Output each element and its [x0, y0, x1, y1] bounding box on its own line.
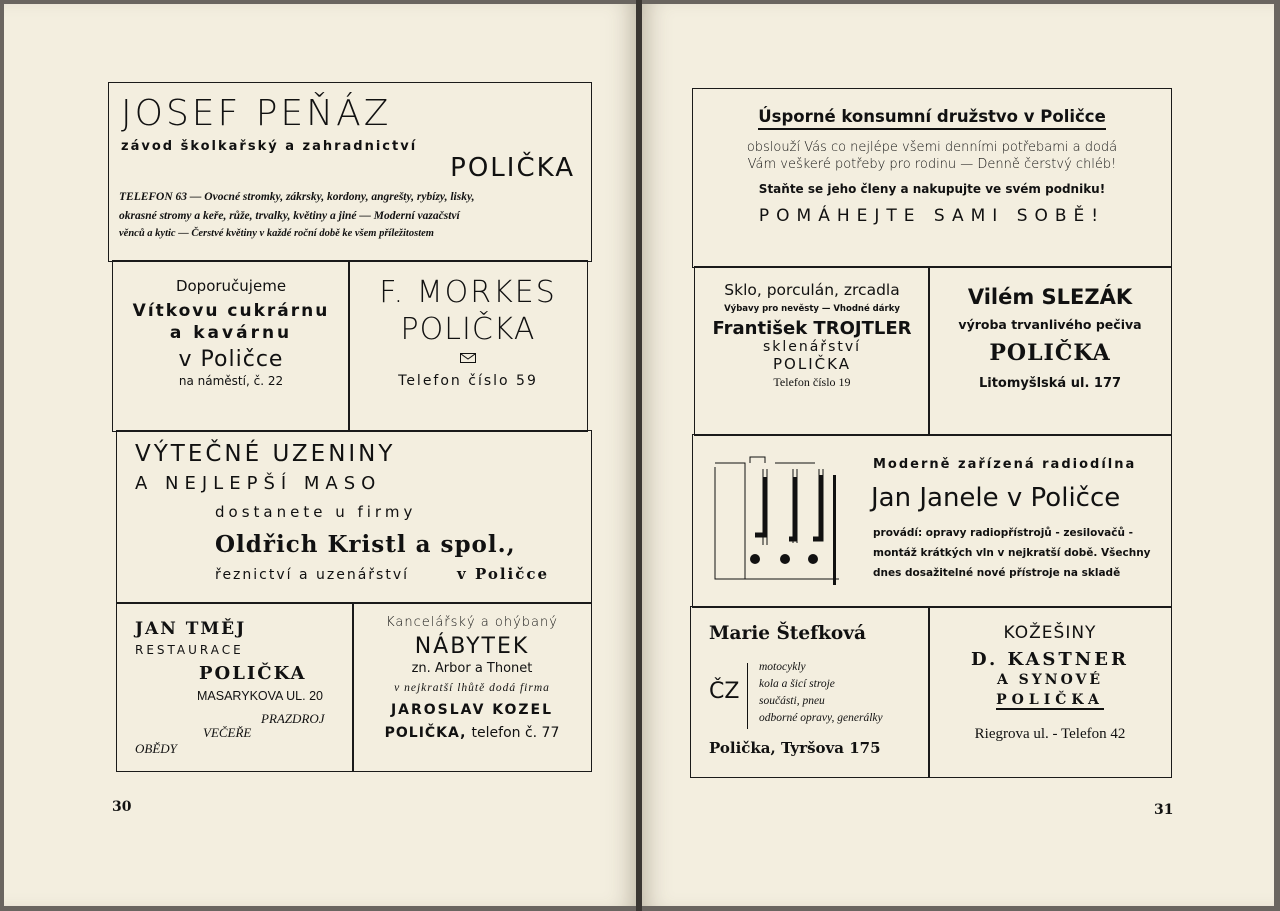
trojtler-line2: Výbavy pro nevěsty — Vhodné dárky [724, 304, 900, 314]
ad-frantisek-trojtler [694, 266, 930, 436]
kozel-brand: zn. Arbor a Thonet [411, 661, 533, 676]
penaz-town: POLIČKA [450, 153, 575, 183]
stefkova-name: Marie Štefková [709, 623, 866, 644]
stefkova-address: Polička, Tyršova 175 [709, 739, 881, 757]
left-page [4, 4, 636, 906]
stefkova-line2: motocykly [759, 661, 806, 673]
kristl-line3: dostanete u firmy [215, 503, 417, 521]
tmej-name: JAN TMĚJ [135, 619, 247, 639]
druzstvo-slogan: POMÁHEJTE SAMI SOBĚ! [758, 206, 1106, 226]
trojtler-phone: Telefon číslo 19 [773, 375, 851, 389]
vitek-line5: na náměstí, č. 22 [178, 374, 284, 388]
kristl-trade: řeznictví a uzenářství [215, 567, 410, 583]
druzstvo-line1: obslouží Vás co nejlépe všemi denními potřebami a dodá [746, 140, 1118, 155]
slezak-name: Vilém SLEZÁK [967, 285, 1133, 309]
slezak-town: POLIČKA [989, 340, 1111, 366]
vitek-line3: a kavárnu [169, 323, 293, 343]
ad-josef-penaz [108, 82, 592, 262]
slezak-address: Litomyšlská ul. 177 [978, 376, 1122, 391]
vitek-line1: Doporučujeme [175, 277, 287, 295]
kozel-town: POLIČKA, [384, 725, 467, 741]
tmej-town: POLIČKA [199, 663, 307, 684]
trojtler-name: František TROJTLER [712, 318, 912, 339]
penaz-subtitle: závod školkařský a zahradnictví [121, 139, 418, 154]
tmej-vecere: VEČEŘE [203, 725, 252, 740]
morkes-name: F. MORKES [379, 275, 557, 310]
kastner-synove: A SYNOVÉ [996, 672, 1104, 688]
ad-oldrich-kristl [116, 430, 592, 604]
ad-vitek-cukrarna [112, 260, 350, 432]
penaz-name: JOSEF PEŇÁZ [121, 93, 392, 134]
ad-marie-stefkova [690, 606, 930, 778]
janele-line1: Moderně zařízená radiodílna [873, 457, 1137, 472]
kozel-phone: telefon č. 77 [471, 725, 560, 741]
cz-logo: ČZ [709, 679, 740, 704]
envelope-icon [460, 353, 476, 363]
ad-f-morkes [348, 260, 588, 432]
druzstvo-line2: Vám veškeré potřeby pro rodinu — Denně čerstvý chléb! [747, 157, 1117, 172]
stefkova-line3: kola a šicí stroje [759, 678, 835, 690]
kozel-name: JAROSLAV KOZEL [390, 702, 554, 718]
right-page [642, 4, 1274, 906]
kristl-town: v Poličce [457, 565, 550, 583]
kastner-name: D. KASTNER [971, 649, 1129, 670]
janele-line5: dnes dosažitelné nové přístroje na skladě [873, 567, 1121, 579]
penaz-text-line2: okrasné stromy a keře, růže, trvalky, květiny a jiné — Moderní vazačství [119, 210, 460, 222]
penaz-text-line3: věnců a kytic — Čerstvé květiny v každé roční době ke všem příležitostem [119, 228, 434, 239]
kristl-line2: A NEJLEPŠÍ MASO [135, 473, 382, 494]
ad-jaroslav-kozel [352, 602, 592, 772]
ad-d-kastner [928, 606, 1172, 778]
trojtler-line1: Sklo, porculán, zrcadla [724, 281, 900, 299]
radio-illustration-icon [705, 455, 845, 585]
janele-line3: provádí: opravy radiopřístrojů - zesilovačů - [873, 527, 1133, 539]
morkes-town: POLIČKA [400, 312, 536, 347]
penaz-text-line1: TELEFON 63 — Ovocné stromky, zákrsky, kordony, angrešty, rybízy, lisky, [119, 191, 475, 203]
stefkova-line4: součásti, pneu [759, 695, 825, 707]
janele-line4: montáž krátkých vln v nejkratší době. Všechny [873, 547, 1151, 559]
kristl-firm-name: Oldřich Kristl a spol., [215, 531, 516, 558]
page-number-right: 31 [1154, 802, 1174, 818]
kozel-line1: Kancelářský a ohýbaný [386, 615, 558, 630]
trojtler-trade: sklenářství [762, 339, 862, 355]
tmej-obedy: OBĚDY [135, 741, 177, 756]
page-number-left: 30 [112, 799, 132, 815]
morkes-phone: Telefon číslo 59 [398, 373, 538, 389]
kastner-line1: KOŽEŠINY [1003, 623, 1097, 643]
tmej-prazdroj: PRAZDROJ [261, 711, 325, 726]
kozel-nabytek: NÁBYTEK [414, 634, 530, 659]
tmej-restaurace: RESTAURACE [135, 643, 244, 657]
kastner-town: POLIČKA [996, 692, 1104, 708]
ad-vilem-slezak [928, 266, 1172, 436]
ad-jan-tmej [116, 602, 354, 772]
kristl-line1: VÝTEČNÉ UZENINY [135, 441, 396, 467]
stefkova-line5: odborné opravy, generálky [759, 712, 883, 724]
vitek-line4: v Poličce [178, 347, 284, 372]
slezak-trade: výroba trvanlivého pečiva [958, 317, 1142, 332]
ad-jan-janele [692, 434, 1172, 608]
ad-konsumni-druzstvo [692, 88, 1172, 268]
tmej-address: MASARYKOVA UL. 20 [197, 689, 323, 703]
kastner-address: Riegrova ul. - Telefon 42 [974, 726, 1126, 742]
druzstvo-title: Úsporné konsumní družstvo v Poličce [758, 107, 1106, 130]
janele-name: Jan Janele v Poličce [871, 483, 1121, 513]
druzstvo-line3: Staňte se jeho členy a nakupujte ve svém podniku! [758, 182, 1106, 196]
stefkova-divider [747, 663, 748, 729]
kozel-delivery: v nejkratší lhůtě dodá firma [394, 682, 550, 694]
vitek-line2: Vítkovu cukrárnu [132, 301, 330, 321]
kozel-contact [353, 722, 591, 741]
trojtler-town: POLIČKA [773, 355, 851, 373]
